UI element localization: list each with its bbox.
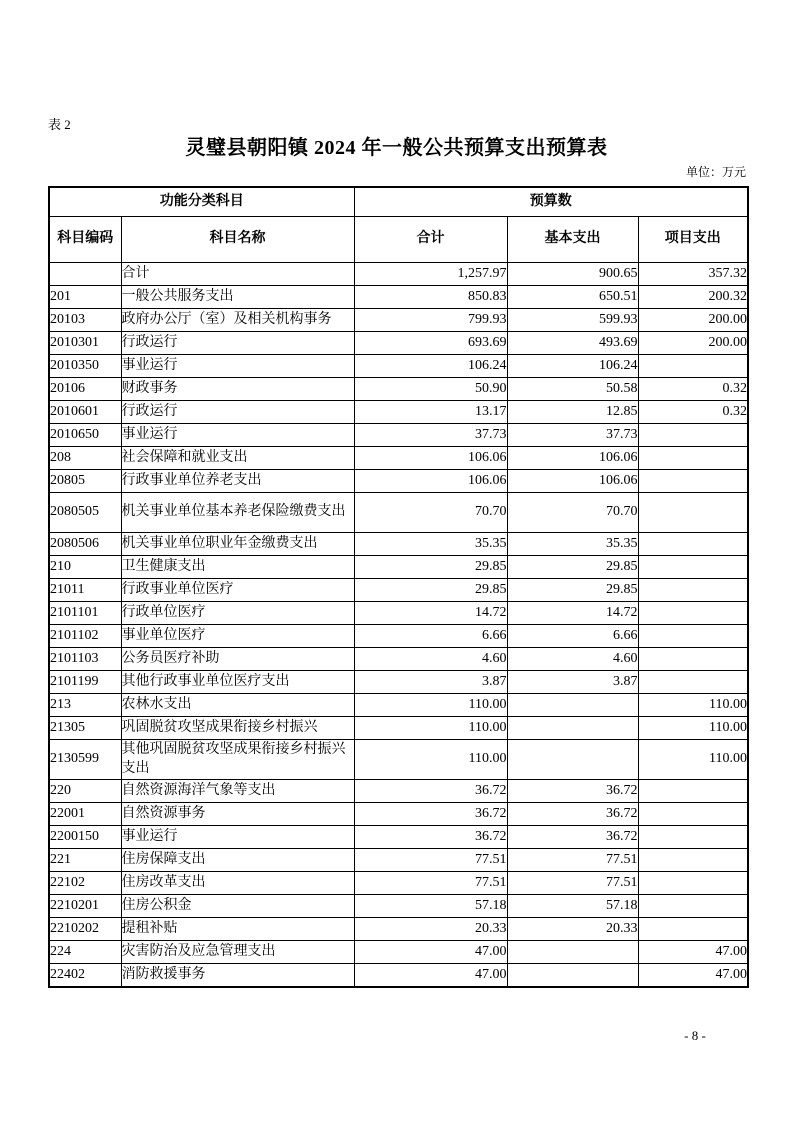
table-row bbox=[49, 803, 748, 826]
cell-name: 灾害防治及应急管理支出 bbox=[121, 941, 354, 964]
cell-code: 221 bbox=[49, 849, 121, 872]
cell-name: 农林水支出 bbox=[121, 694, 354, 717]
cell-code: 220 bbox=[49, 780, 121, 803]
cell-project bbox=[638, 849, 748, 872]
cell-project bbox=[638, 671, 748, 694]
cell-basic: 493.69 bbox=[507, 332, 638, 355]
cell-name: 政府办公厅（室）及相关机构事务 bbox=[121, 309, 354, 332]
table-row bbox=[49, 717, 748, 740]
cell-name: 其他巩固脱贫攻坚成果衔接乡村振兴支出 bbox=[121, 740, 354, 780]
cell-project bbox=[638, 470, 748, 493]
table-row bbox=[49, 918, 748, 941]
cell-basic: 70.70 bbox=[507, 493, 638, 533]
table-row bbox=[49, 332, 748, 355]
table-row bbox=[49, 602, 748, 625]
cell-code: 2101199 bbox=[49, 671, 121, 694]
cell-project bbox=[638, 447, 748, 470]
cell-project bbox=[638, 803, 748, 826]
table-row bbox=[49, 648, 748, 671]
header-budget-figures: 预算数 bbox=[354, 187, 748, 217]
cell-code: 2101103 bbox=[49, 648, 121, 671]
table-row bbox=[49, 424, 748, 447]
table-row bbox=[49, 964, 748, 988]
cell-total: 106.24 bbox=[354, 355, 507, 378]
header-functional-category: 功能分类科目 bbox=[49, 187, 354, 217]
cell-project: 200.00 bbox=[638, 309, 748, 332]
cell-total: 110.00 bbox=[354, 694, 507, 717]
cell-basic: 29.85 bbox=[507, 556, 638, 579]
cell-project bbox=[638, 625, 748, 648]
cell-basic: 20.33 bbox=[507, 918, 638, 941]
table-row bbox=[49, 780, 748, 803]
cell-basic: 36.72 bbox=[507, 803, 638, 826]
cell-total: 13.17 bbox=[354, 401, 507, 424]
cell-total: 36.72 bbox=[354, 826, 507, 849]
table-row bbox=[49, 378, 748, 401]
col-header-total: 合计 bbox=[354, 217, 507, 263]
budget-table bbox=[48, 186, 749, 988]
cell-code: 20805 bbox=[49, 470, 121, 493]
cell-total: 4.60 bbox=[354, 648, 507, 671]
cell-code: 210 bbox=[49, 556, 121, 579]
cell-basic bbox=[507, 941, 638, 964]
cell-total: 29.85 bbox=[354, 579, 507, 602]
cell-code: 20106 bbox=[49, 378, 121, 401]
cell-project bbox=[638, 895, 748, 918]
cell-name: 住房保障支出 bbox=[121, 849, 354, 872]
cell-project bbox=[638, 602, 748, 625]
cell-name: 巩固脱贫攻坚成果衔接乡村振兴 bbox=[121, 717, 354, 740]
header-group-row bbox=[49, 187, 748, 217]
cell-project bbox=[638, 826, 748, 849]
cell-name: 住房改革支出 bbox=[121, 872, 354, 895]
cell-project bbox=[638, 648, 748, 671]
cell-basic: 106.06 bbox=[507, 447, 638, 470]
cell-project: 110.00 bbox=[638, 740, 748, 780]
cell-name: 事业运行 bbox=[121, 826, 354, 849]
cell-code: 2210202 bbox=[49, 918, 121, 941]
cell-project bbox=[638, 579, 748, 602]
cell-code: 2010601 bbox=[49, 401, 121, 424]
page-title: 灵璧县朝阳镇 2024 年一般公共预算支出预算表 bbox=[185, 137, 608, 159]
cell-project bbox=[638, 918, 748, 941]
cell-name: 事业单位医疗 bbox=[121, 625, 354, 648]
cell-basic: 12.85 bbox=[507, 401, 638, 424]
cell-project: 200.32 bbox=[638, 286, 748, 309]
cell-basic: 106.24 bbox=[507, 355, 638, 378]
cell-basic bbox=[507, 964, 638, 988]
cell-total: 106.06 bbox=[354, 447, 507, 470]
cell-name: 合计 bbox=[121, 263, 354, 286]
cell-name: 机关事业单位职业年金缴费支出 bbox=[121, 533, 354, 556]
cell-code: 21305 bbox=[49, 717, 121, 740]
cell-project: 0.32 bbox=[638, 378, 748, 401]
cell-project bbox=[638, 355, 748, 378]
cell-project: 110.00 bbox=[638, 717, 748, 740]
cell-code: 22402 bbox=[49, 964, 121, 988]
cell-code: 213 bbox=[49, 694, 121, 717]
cell-name: 住房公积金 bbox=[121, 895, 354, 918]
cell-project bbox=[638, 780, 748, 803]
cell-total: 693.69 bbox=[354, 332, 507, 355]
cell-code: 2101102 bbox=[49, 625, 121, 648]
cell-total: 47.00 bbox=[354, 964, 507, 988]
cell-name: 卫生健康支出 bbox=[121, 556, 354, 579]
col-header-basic: 基本支出 bbox=[507, 217, 638, 263]
cell-total: 29.85 bbox=[354, 556, 507, 579]
col-header-name: 科目名称 bbox=[121, 217, 354, 263]
table-row bbox=[49, 740, 748, 780]
cell-basic: 77.51 bbox=[507, 849, 638, 872]
cell-basic: 35.35 bbox=[507, 533, 638, 556]
cell-total: 3.87 bbox=[354, 671, 507, 694]
cell-name: 消防救援事务 bbox=[121, 964, 354, 988]
cell-basic: 57.18 bbox=[507, 895, 638, 918]
cell-name: 公务员医疗补助 bbox=[121, 648, 354, 671]
cell-basic: 37.73 bbox=[507, 424, 638, 447]
table-row bbox=[49, 625, 748, 648]
cell-basic: 36.72 bbox=[507, 826, 638, 849]
table-row bbox=[49, 556, 748, 579]
cell-basic: 36.72 bbox=[507, 780, 638, 803]
cell-name: 提租补贴 bbox=[121, 918, 354, 941]
cell-total: 50.90 bbox=[354, 378, 507, 401]
table-label: 表 2 bbox=[48, 117, 71, 132]
table-row bbox=[49, 849, 748, 872]
cell-name: 行政事业单位医疗 bbox=[121, 579, 354, 602]
cell-total: 110.00 bbox=[354, 717, 507, 740]
cell-total: 47.00 bbox=[354, 941, 507, 964]
cell-project: 47.00 bbox=[638, 941, 748, 964]
cell-project bbox=[638, 533, 748, 556]
cell-name: 行政运行 bbox=[121, 401, 354, 424]
cell-total: 77.51 bbox=[354, 872, 507, 895]
table-row bbox=[49, 355, 748, 378]
cell-name: 自然资源事务 bbox=[121, 803, 354, 826]
cell-basic: 900.65 bbox=[507, 263, 638, 286]
cell-project: 357.32 bbox=[638, 263, 748, 286]
cell-total: 110.00 bbox=[354, 740, 507, 780]
cell-name: 一般公共服务支出 bbox=[121, 286, 354, 309]
cell-name: 机关事业单位基本养老保险缴费支出 bbox=[121, 493, 354, 533]
cell-name: 行政运行 bbox=[121, 332, 354, 355]
cell-basic: 77.51 bbox=[507, 872, 638, 895]
cell-basic: 3.87 bbox=[507, 671, 638, 694]
cell-code: 22001 bbox=[49, 803, 121, 826]
table-row bbox=[49, 694, 748, 717]
cell-basic: 599.93 bbox=[507, 309, 638, 332]
table-header bbox=[49, 187, 748, 263]
cell-total: 106.06 bbox=[354, 470, 507, 493]
cell-code: 22102 bbox=[49, 872, 121, 895]
cell-code: 2080505 bbox=[49, 493, 121, 533]
cell-basic: 6.66 bbox=[507, 625, 638, 648]
cell-code: 2200150 bbox=[49, 826, 121, 849]
page-number: - 8 - bbox=[684, 1028, 706, 1043]
cell-total: 57.18 bbox=[354, 895, 507, 918]
cell-name: 行政单位医疗 bbox=[121, 602, 354, 625]
table-row bbox=[49, 579, 748, 602]
cell-basic: 106.06 bbox=[507, 470, 638, 493]
cell-code: 2080506 bbox=[49, 533, 121, 556]
cell-total: 35.35 bbox=[354, 533, 507, 556]
cell-basic: 50.58 bbox=[507, 378, 638, 401]
table-row bbox=[49, 470, 748, 493]
cell-name: 其他行政事业单位医疗支出 bbox=[121, 671, 354, 694]
cell-name: 事业运行 bbox=[121, 355, 354, 378]
cell-code: 2130599 bbox=[49, 740, 121, 780]
table-body bbox=[49, 263, 748, 988]
cell-project: 200.00 bbox=[638, 332, 748, 355]
col-header-project: 项目支出 bbox=[638, 217, 748, 263]
cell-project bbox=[638, 493, 748, 533]
cell-basic: 4.60 bbox=[507, 648, 638, 671]
table-row bbox=[49, 941, 748, 964]
cell-project bbox=[638, 872, 748, 895]
table-row bbox=[49, 286, 748, 309]
cell-name: 社会保障和就业支出 bbox=[121, 447, 354, 470]
cell-project bbox=[638, 556, 748, 579]
unit-label: 单位：万元 bbox=[685, 165, 746, 179]
cell-code bbox=[49, 263, 121, 286]
cell-basic: 29.85 bbox=[507, 579, 638, 602]
cell-total: 37.73 bbox=[354, 424, 507, 447]
cell-basic: 14.72 bbox=[507, 602, 638, 625]
header-columns-row bbox=[49, 217, 748, 263]
table-row bbox=[49, 872, 748, 895]
cell-total: 20.33 bbox=[354, 918, 507, 941]
cell-total: 36.72 bbox=[354, 803, 507, 826]
cell-code: 2010650 bbox=[49, 424, 121, 447]
table-row bbox=[49, 401, 748, 424]
cell-project bbox=[638, 424, 748, 447]
table-row bbox=[49, 493, 748, 533]
cell-code: 21011 bbox=[49, 579, 121, 602]
cell-name: 行政事业单位养老支出 bbox=[121, 470, 354, 493]
cell-total: 6.66 bbox=[354, 625, 507, 648]
cell-code: 2101101 bbox=[49, 602, 121, 625]
cell-total: 850.83 bbox=[354, 286, 507, 309]
cell-name: 财政事务 bbox=[121, 378, 354, 401]
table-row bbox=[49, 447, 748, 470]
cell-code: 20103 bbox=[49, 309, 121, 332]
cell-code: 201 bbox=[49, 286, 121, 309]
table-row bbox=[49, 671, 748, 694]
cell-basic bbox=[507, 694, 638, 717]
cell-total: 799.93 bbox=[354, 309, 507, 332]
table-row bbox=[49, 309, 748, 332]
cell-code: 2010301 bbox=[49, 332, 121, 355]
cell-basic bbox=[507, 717, 638, 740]
cell-code: 224 bbox=[49, 941, 121, 964]
table-row bbox=[49, 533, 748, 556]
cell-name: 事业运行 bbox=[121, 424, 354, 447]
cell-total: 14.72 bbox=[354, 602, 507, 625]
cell-basic bbox=[507, 740, 638, 780]
cell-project: 110.00 bbox=[638, 694, 748, 717]
cell-project: 0.32 bbox=[638, 401, 748, 424]
cell-code: 2210201 bbox=[49, 895, 121, 918]
table-row bbox=[49, 263, 748, 286]
table-row bbox=[49, 895, 748, 918]
cell-code: 2010350 bbox=[49, 355, 121, 378]
cell-total: 70.70 bbox=[354, 493, 507, 533]
cell-project: 47.00 bbox=[638, 964, 748, 988]
cell-total: 77.51 bbox=[354, 849, 507, 872]
cell-name: 自然资源海洋气象等支出 bbox=[121, 780, 354, 803]
table-row bbox=[49, 826, 748, 849]
cell-code: 208 bbox=[49, 447, 121, 470]
cell-total: 36.72 bbox=[354, 780, 507, 803]
cell-total: 1,257.97 bbox=[354, 263, 507, 286]
col-header-code: 科目编码 bbox=[49, 217, 121, 263]
cell-basic: 650.51 bbox=[507, 286, 638, 309]
